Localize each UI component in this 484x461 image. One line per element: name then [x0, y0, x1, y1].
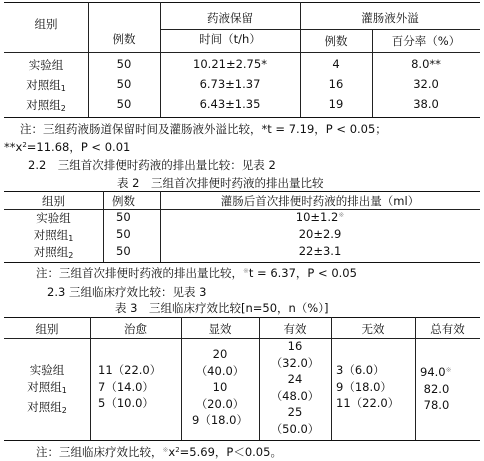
- table-1-row-cases: 50: [116, 97, 132, 111]
- table-1-row-time: 6.43±1.35: [199, 97, 261, 111]
- table-1-row-group: 对照组$_1$: [26, 78, 66, 93]
- table-2-row-group: 对照组$_2$: [33, 245, 74, 260]
- table-1-header-retention: 药液保留: [207, 11, 253, 25]
- table-3-effective-cell: 16 （32.0） 24 （48.0） 25 （50.0）: [270, 339, 320, 436]
- table-3-cured-cell: 11（22.0） 7（14.0） 5（10.0）: [98, 363, 162, 410]
- table-3-marked-cell: 20 （40.0） 10 （20.0） 9（18.0）: [192, 347, 248, 427]
- table-2-header-cases: 例数: [112, 194, 135, 208]
- table-3-total-cell: 94.0※ 82.0 78.0: [420, 365, 452, 412]
- table-1-row-time: 6.73±1.37: [199, 77, 261, 91]
- table-2-header-amount: 灌肠后首次排便时药液的排出量（ml）: [220, 194, 420, 208]
- table-1-header-cases: 例数: [112, 32, 136, 46]
- table-1-row-group: 实验组: [28, 58, 64, 72]
- table-3-caption: 表 3 三组临床疗效比较[n=50，n（%）]: [115, 301, 329, 315]
- table-1-header-overflow-cases: 例数: [324, 34, 348, 48]
- section-2-2-heading: 2.2 三组首次排便时药液的排出量比较：见表 2: [28, 158, 276, 172]
- table-1-row-overflow-pct: 38.0: [413, 97, 439, 111]
- table-1-header-rule: [4, 52, 480, 53]
- table-3-bottom-rule: [4, 440, 480, 441]
- table-3-note: 注：三组临床疗效比较，$^※x^2=5.69$，P＜0.05。: [36, 445, 282, 459]
- table-2-row-cases: 50: [116, 210, 131, 224]
- table-3-header-ineffective: 无效: [361, 322, 385, 336]
- table-3-ineffective-cell: 3（6.0） 9（18.0） 11（22.0）: [336, 363, 400, 410]
- section-2-3-heading: 2.3 三组临床疗效比较：见表 3: [47, 285, 207, 299]
- table-2-row-amount: 10±1.2※: [295, 210, 345, 224]
- table-3-top-rule: [4, 317, 480, 318]
- table-2-row-cases: 50: [116, 227, 131, 241]
- table-1-bottom-rule: [4, 117, 480, 118]
- table-1-top-rule: [4, 2, 480, 3]
- table-2-row-cases: 50: [116, 244, 131, 258]
- table-1-row-overflow-cases: 4: [332, 57, 340, 71]
- table-1-row-cases: 50: [116, 77, 132, 91]
- table-1-note: 注：三组药液肠道保留时间及灌肠液外溢比较，*t = 7.19，P < 0.05；: [20, 122, 387, 136]
- table-1-row-group: 对照组$_2$: [26, 98, 66, 113]
- table-1-row-cases: 50: [116, 57, 132, 71]
- table-1-row-time: 10.21±2.75*: [193, 57, 267, 71]
- table-3-header-total: 总有效: [430, 322, 465, 336]
- table-2-row-amount: 22±3.1: [298, 244, 342, 258]
- table-1-header-retention-time: 时间（t/h）: [199, 32, 261, 46]
- table-1-row-overflow-pct: 8.0**: [411, 57, 441, 71]
- table-2-bottom-rule: [4, 262, 480, 263]
- table-2-top-rule: [4, 191, 480, 192]
- table-1-header-split-rule: [160, 29, 480, 30]
- table-1-note-stat: $**x^2=11.68$，P < 0.01: [4, 140, 131, 154]
- table-2-row-amount: 20±2.9: [298, 227, 342, 241]
- table-3-header-marked: 显效: [208, 322, 232, 336]
- table-1-row-overflow-cases: 19: [328, 97, 344, 111]
- table-1-row-overflow-pct: 32.0: [413, 77, 439, 91]
- table-1-header-overflow: 灌肠液外溢: [361, 11, 419, 25]
- table-3-header-cured: 治愈: [124, 322, 147, 336]
- table-3-header-effective: 有效: [283, 322, 307, 336]
- table-2-row-group: 实验组: [36, 211, 71, 225]
- table-2-caption: 表 2 三组首次排便时药液的排出量比较: [117, 176, 324, 190]
- table-3-header-group: 组别: [35, 322, 59, 336]
- table-2-row-group: 对照组$_1$: [33, 228, 74, 243]
- table-2-col-divider: [103, 191, 104, 262]
- table-1-header-group: 组别: [34, 17, 58, 31]
- table-1-header-overflow-pct: 百分率（%）: [391, 34, 461, 48]
- table-1-row-overflow-cases: 16: [328, 77, 344, 91]
- table-3-header-rule: [4, 338, 480, 339]
- table-2-note: 注：三组首次排便时药液的排出量比较，※t = 6.37，P < 0.05: [36, 266, 357, 280]
- table-3-group-cell: 实验组 对照组$_1$ 对照组$_2$: [27, 363, 67, 415]
- table-2-header-group: 组别: [42, 194, 65, 208]
